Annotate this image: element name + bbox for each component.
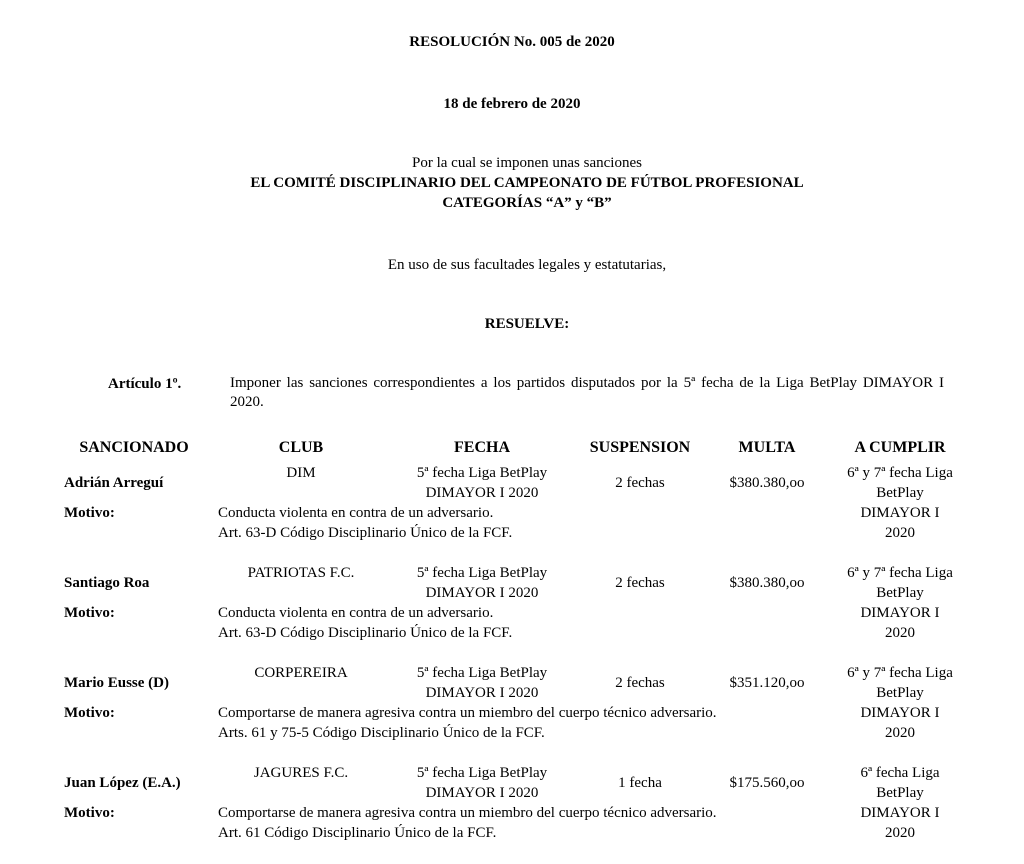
- cumplir-cell-line-2: BetPlay: [876, 685, 924, 701]
- fecha-cell-line-2: DIMAYOR I 2020: [425, 485, 539, 501]
- article-label: Artículo 1º.: [108, 376, 182, 392]
- cumplir-cell-line-4: 2020: [885, 525, 915, 541]
- resolution-title: RESOLUCIÓN No. 005 de 2020: [409, 34, 615, 50]
- cumplir-cell-line-1: 6ª y 7ª fecha Liga: [847, 465, 953, 481]
- motivo-text-line-2: Arts. 61 y 75-5 Código Disciplinario Único de la FCF.: [218, 725, 545, 741]
- suspension-cell: 2 fechas: [615, 475, 665, 491]
- suspension-cell: 1 fecha: [618, 775, 662, 791]
- resolution-date: 18 de febrero de 2020: [443, 96, 581, 112]
- motivo-label: Motivo:: [64, 505, 115, 521]
- cumplir-cell-line-1: 6ª fecha Liga: [860, 765, 940, 781]
- cumplir-cell-line-1: 6ª y 7ª fecha Liga: [847, 665, 953, 681]
- suspension-cell: 2 fechas: [615, 675, 665, 691]
- club-cell: JAGURES F.C.: [253, 765, 349, 781]
- committee-line-2: CATEGORÍAS “A” y “B”: [442, 195, 612, 211]
- cumplir-cell-line-4: 2020: [885, 625, 915, 641]
- fecha-cell-line-1: 5ª fecha Liga BetPlay: [416, 665, 548, 681]
- cumplir-cell-line-2: BetPlay: [876, 485, 924, 501]
- multa-cell: $380.380,oo: [729, 575, 805, 591]
- motivo-text-line-2: Art. 63-D Código Disciplinario Único de la FCF.: [218, 525, 513, 541]
- fecha-cell-line-1: 5ª fecha Liga BetPlay: [416, 565, 548, 581]
- article-text: Imponer las sanciones correspondientes a los partidos disputados por la 5ª fecha de la Liga BetPlay DIMAYOR I 2020.: [230, 375, 944, 410]
- multa-cell: $175.560,oo: [729, 775, 805, 791]
- fecha-cell-line-2: DIMAYOR I 2020: [425, 685, 539, 701]
- fecha-cell-line-1: 5ª fecha Liga BetPlay: [416, 465, 548, 481]
- motivo-text-line-1: Conducta violenta en contra de un adversario.: [218, 605, 494, 621]
- column-header-sancionado: SANCIONADO: [79, 439, 189, 456]
- motivo-text-line-2: Art. 61 Código Disciplinario Único de la FCF.: [218, 825, 497, 841]
- cumplir-cell-line-2: BetPlay: [876, 785, 924, 801]
- powers-line: En uso de sus facultades legales y estatutarias,: [387, 257, 667, 273]
- fecha-cell-line-1: 5ª fecha Liga BetPlay: [416, 765, 548, 781]
- cumplir-cell-line-3: DIMAYOR I: [860, 505, 940, 521]
- cumplir-cell-line-4: 2020: [885, 725, 915, 741]
- club-cell: DIM: [286, 465, 316, 481]
- column-header-multa: MULTA: [738, 439, 796, 456]
- motivo-label: Motivo:: [64, 605, 115, 621]
- motivo-text-line-1: Comportarse de manera agresiva contra un miembro del cuerpo técnico adversario.: [218, 805, 717, 821]
- sanctioned-name: Mario Eusse (D): [64, 675, 169, 691]
- committee-line-1: EL COMITÉ DISCIPLINARIO DEL CAMPEONATO DE FÚTBOL PROFESIONAL: [250, 175, 804, 191]
- sanctioned-name: Juan López (E.A.): [64, 775, 181, 791]
- cumplir-cell-line-3: DIMAYOR I: [860, 605, 940, 621]
- cumplir-cell-line-3: DIMAYOR I: [860, 805, 940, 821]
- sanctioned-name: Santiago Roa: [64, 575, 150, 591]
- cumplir-cell-line-2: BetPlay: [876, 585, 924, 601]
- cumplir-cell-line-1: 6ª y 7ª fecha Liga: [847, 565, 953, 581]
- club-cell: PATRIOTAS F.C.: [247, 565, 355, 581]
- column-header-suspension: SUSPENSION: [589, 439, 691, 456]
- suspension-cell: 2 fechas: [615, 575, 665, 591]
- motivo-text-line-2: Art. 63-D Código Disciplinario Único de la FCF.: [218, 625, 513, 641]
- motivo-label: Motivo:: [64, 705, 115, 721]
- column-header-fecha: FECHA: [454, 439, 510, 456]
- cumplir-cell-line-4: 2020: [885, 825, 915, 841]
- sanctioned-name: Adrián Arreguí: [64, 475, 164, 491]
- multa-cell: $380.380,oo: [729, 475, 805, 491]
- column-header-a-cumplir: A CUMPLIR: [854, 439, 946, 456]
- intro-line: Por la cual se imponen unas sanciones: [412, 155, 642, 171]
- cumplir-cell-line-3: DIMAYOR I: [860, 705, 940, 721]
- resolve-heading: RESUELVE:: [484, 316, 570, 332]
- fecha-cell-line-2: DIMAYOR I 2020: [425, 585, 539, 601]
- club-cell: CORPEREIRA: [254, 665, 348, 681]
- motivo-label: Motivo:: [64, 805, 115, 821]
- column-header-club: CLUB: [278, 439, 324, 456]
- multa-cell: $351.120,oo: [729, 675, 805, 691]
- fecha-cell-line-2: DIMAYOR I 2020: [425, 785, 539, 801]
- motivo-text-line-1: Comportarse de manera agresiva contra un miembro del cuerpo técnico adversario.: [218, 705, 717, 721]
- motivo-text-line-1: Conducta violenta en contra de un adversario.: [218, 505, 494, 521]
